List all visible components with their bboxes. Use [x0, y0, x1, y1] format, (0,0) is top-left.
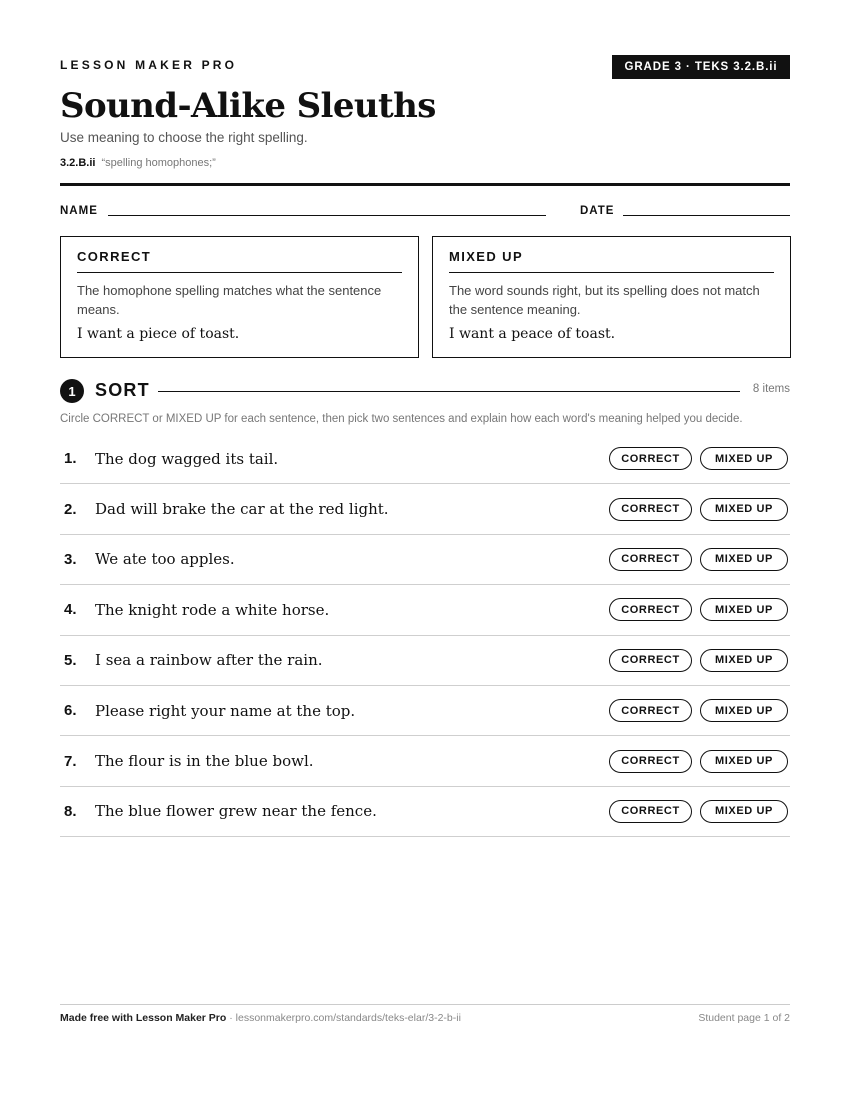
mixed-up-choice[interactable]: MIXED UP [700, 548, 788, 571]
item-count: 8 items [752, 383, 790, 395]
correct-choice[interactable]: CORRECT [609, 548, 692, 571]
brand-wordmark: LESSON MAKER PRO [60, 58, 238, 72]
item-number: 8. [64, 802, 77, 820]
standard-text: “spelling homophones;” [101, 157, 216, 169]
mixed-example-heading: MIXED UP [449, 249, 774, 273]
item-sentence: I sea a rainbow after the rain. [95, 651, 323, 670]
correct-example-heading: CORRECT [77, 249, 402, 273]
item-sentence: The knight rode a white horse. [95, 600, 330, 619]
item-sentence: Please right your name at the top. [95, 701, 356, 720]
list-item [60, 535, 790, 585]
mixed-up-choice[interactable]: MIXED UP [700, 649, 788, 672]
section-number-badge: 1 [60, 379, 84, 403]
footer-credit [60, 1012, 461, 1024]
list-item [60, 787, 790, 837]
item-number: 6. [64, 702, 77, 720]
section-divider [158, 391, 740, 392]
standard-code: 3.2.B.ii [60, 157, 96, 169]
correct-choice[interactable]: CORRECT [609, 498, 692, 521]
item-number: 5. [64, 651, 77, 669]
list-item [60, 686, 790, 736]
footer-separator: · [226, 1012, 236, 1024]
correct-choice[interactable]: CORRECT [609, 598, 692, 621]
footer-divider [60, 1004, 790, 1005]
mixed-up-choice[interactable]: MIXED UP [700, 598, 788, 621]
footer-url[interactable]: lessonmakerpro.com/standards/teks-elar/3-2-b-ii [235, 1012, 461, 1024]
item-number: 3. [64, 550, 77, 568]
mixed-example-box [432, 236, 791, 358]
correct-choice[interactable]: CORRECT [609, 800, 692, 823]
section-title: SORT [95, 380, 150, 400]
page-indicator: Student page 1 of 2 [698, 1012, 790, 1024]
item-sentence: Dad will brake the car at the red light. [95, 500, 389, 519]
standard-line [60, 157, 216, 169]
item-sentence: The flour is in the blue bowl. [95, 752, 314, 771]
header-divider [60, 183, 790, 186]
mixed-up-choice[interactable]: MIXED UP [700, 800, 788, 823]
item-number: 4. [64, 601, 77, 619]
section-instructions: Circle CORRECT or MIXED UP for each sentence, then pick two sentences and explain how each word's meaning helped you decide. [60, 413, 743, 425]
mixed-up-choice[interactable]: MIXED UP [700, 447, 788, 470]
name-field-line[interactable] [108, 215, 546, 216]
item-sentence: The blue flower grew near the fence. [95, 802, 377, 821]
list-item [60, 636, 790, 686]
list-item [60, 585, 790, 635]
mixed-up-choice[interactable]: MIXED UP [700, 498, 788, 521]
grade-badge: GRADE 3 · TEKS 3.2.B.ii [612, 55, 790, 79]
sentence-list [60, 434, 790, 837]
list-item [60, 434, 790, 484]
mixed-example-sentence: I want a peace of toast. [449, 326, 616, 342]
item-sentence: We ate too apples. [95, 550, 235, 569]
page-title: Sound-Alike Sleuths [60, 86, 436, 126]
mixed-up-choice[interactable]: MIXED UP [700, 750, 788, 773]
page-subtitle: Use meaning to choose the right spelling. [60, 130, 308, 145]
correct-choice[interactable]: CORRECT [609, 699, 692, 722]
correct-example-box [60, 236, 419, 358]
date-label: DATE [580, 205, 615, 217]
list-item [60, 736, 790, 786]
footer-brand: Made free with Lesson Maker Pro [60, 1012, 227, 1024]
item-number: 2. [64, 500, 77, 518]
item-number: 1. [64, 450, 77, 468]
correct-choice[interactable]: CORRECT [609, 750, 692, 773]
correct-example-sentence: I want a piece of toast. [77, 326, 240, 342]
list-item [60, 484, 790, 534]
correct-choice[interactable]: CORRECT [609, 649, 692, 672]
correct-choice[interactable]: CORRECT [609, 447, 692, 470]
item-number: 7. [64, 752, 77, 770]
item-sentence: The dog wagged its tail. [95, 449, 279, 468]
mixed-up-choice[interactable]: MIXED UP [700, 699, 788, 722]
correct-example-description: The homophone spelling matches what the sentence means. [77, 283, 382, 317]
name-label: NAME [60, 205, 98, 217]
mixed-example-description: The word sounds right, but its spelling does not match the sentence meaning. [449, 283, 760, 317]
date-field-line[interactable] [623, 215, 790, 216]
